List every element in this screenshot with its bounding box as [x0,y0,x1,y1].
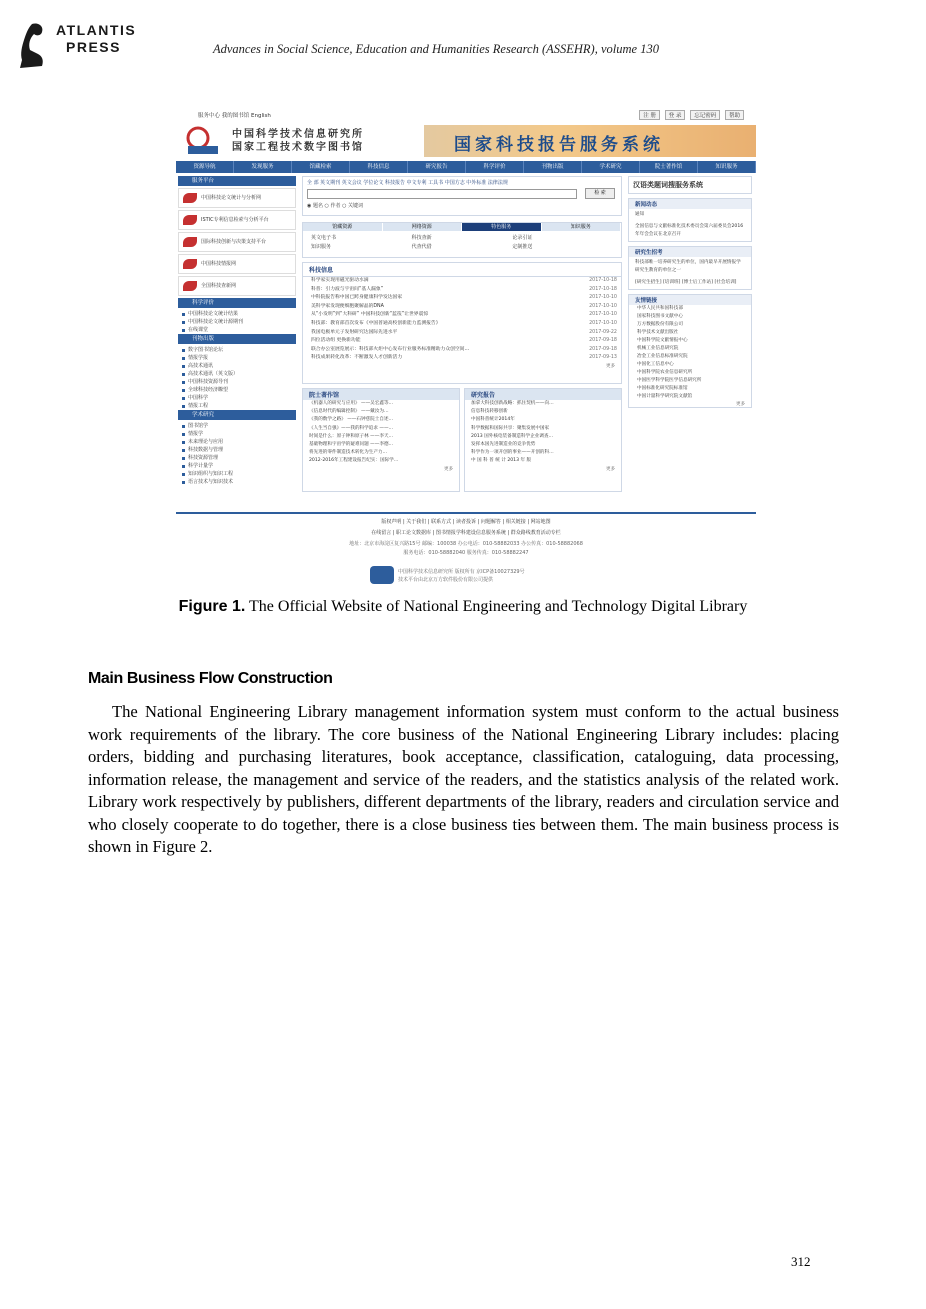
platform-link: 中国科技论文统计与分析网 [178,188,296,208]
nav-item: 科技信息 [350,161,408,173]
sidebar-heading: 服务平台 [178,176,296,186]
sidebar-item: 知识组织与知识工程 [178,470,296,478]
research-title: 研究报告 [465,389,621,400]
academic-row: 《人生当自强》——我的科学追求 ——… [309,425,394,431]
news-panel [302,262,622,384]
running-head: Advances in Social Science, Education and Humanities Research (ASSEHR), volume 130 [213,42,659,56]
sidebar-item: 语言技术与知识技术 [178,478,296,486]
research-row: 科学数据和国际共享：聚集发展中国家 [471,425,550,431]
notice-title: 新闻动态 [629,199,751,209]
sidebar-item: 中国科学 [178,394,296,402]
istic-logo-icon [184,126,220,156]
site-right-column [628,176,752,511]
academic-row: 《我的数学之路》 ——石钟慈院士自述… [309,417,394,423]
sidebar-item: 情报学报 [178,354,296,362]
sidebar-item: 中国科技资源导刊 [178,378,296,386]
news-row: 科普：引力波与宇宙间“基人漏象” 2017-10-18 [303,286,621,295]
notice-text: 全国信息与文献标准化技术委员会第六届委员会2016年年会会议在北京召开 [635,224,744,237]
site-banner [176,123,756,159]
footer-address: 地址：北京市海淀区复兴路15号 邮编：100038 办公电话：010-58882033 办公传真：010-58882068 [349,541,583,547]
research-row: 加拿大科技创新战略：抓住契机——向… [471,401,554,406]
recruit-link: [社会培训] [714,280,737,285]
academic-row: 《机器人的研究与应用》 ——吴宏鑫等… [309,401,394,406]
sidebar-item: 高技术通讯（英文版） [178,370,296,378]
news-row: 科技部：教育部首次发布《中国普通高校创新能力监测报告》 2017-10-10 [303,320,621,329]
friend-link: 中国医学科学院医学信息研究所 [637,378,702,383]
sidebar-item: 全球科技经济瞭望 [178,386,296,394]
academic-title: 院士著作馆 [303,389,459,400]
site-nav [176,161,756,173]
figure-caption [0,598,926,616]
academic-panel [302,388,460,492]
search-options: ◉ 题名 ○ 作者 ○ 关键词 [307,203,364,209]
nav-item: 刊物出版 [524,161,582,173]
sidebar-heading: 科学评价 [178,298,296,308]
two-column-panels [302,388,622,492]
page-number: 312 [791,1254,811,1269]
sidebar-item: 科学计量学 [178,462,296,470]
friend-link: 中国计量科学研究院文献馆 [637,394,693,399]
notice-label: 通知 [635,212,645,217]
forgot-password-link: 忘记密码 [690,110,720,120]
academic-row: 《信息时代的编辑控制》 ——戴汝为… [309,409,389,415]
friend-link: 科学技术文献出版社 [637,330,679,335]
service-tabs [302,222,622,258]
sidebar-item: 中国科技论文统计结果 [178,310,296,318]
help-link: 帮助 [725,110,744,120]
sidebar-item: 未来理论与应用 [178,438,296,446]
friend-link: 中国科学院农业信息研究所 [637,370,693,375]
research-row: 信息科技转移创新 [471,409,508,415]
section-heading: Main Business Flow Construction [88,670,333,687]
footer-copyright [398,568,525,584]
platform-link: 全国科技查新网 [178,276,296,296]
news-row: 科技成果转化改革：不断激发人才创新活力 2017-09-13 [303,354,621,363]
nav-item: 研究报告 [408,161,466,173]
site-main [302,176,622,511]
site-sidebar [178,176,296,511]
footer-links-secondary: 在线留言 | 职工论文数据库 | 图书情报学科建设信息服务系统 | 群众路线教育活动专栏 [371,530,561,536]
recruit-panel [628,246,752,290]
publisher-logo [18,20,143,70]
publisher-line2: PRESS [66,39,121,55]
site-topbar [172,108,758,122]
tab-item: 论录引证 [512,235,533,241]
sidebar-item: 科技资源管理 [178,454,296,462]
system-title: 国家科技报告服务系统 [454,135,664,155]
body-paragraph: The National Engineering Library management information system must conform to the actual business work requirements of the library. The core business of the National Engineering Library includes: placing orders, bidding and purchasing literatures, book acceptance, classification, cataloguing, data processing, information release, the management and service of the readers, and the statistics analysis of the related work. Library work respectively by publishers, different departments of the library, readers and circulation service and who closely cooperate to do together, there is a close business ties between them. The main business process is shown in Figure 2. [88,702,839,856]
recruit-title: 研究生招考 [629,247,751,257]
publisher-name [56,22,136,56]
system-title-banner [424,125,756,157]
news-row: 中科院报告称中国已跨身健康科学发达国家 2017-10-10 [303,294,621,303]
tab-item: 代查代借 [411,244,432,250]
nav-item: 资源导航 [176,161,234,173]
friend-links-panel [628,294,752,408]
login-link: 登 录 [665,110,686,120]
tab-item: 定制推送 [512,244,533,250]
thinker-statue-icon [18,20,54,70]
news-row: 从“小发明”到“大科研” 中国科技创新“蓝筏”让世界震惊 2017-10-10 [303,311,621,320]
search-panel [302,176,622,216]
right-banner-title: 汉语类题词搜服务系统 [633,181,703,189]
sidebar-item: 数字图书馆论坛 [178,346,296,354]
topbar-right [636,110,744,120]
copyright-line: 技术平台由北京万方软件股份有限公司提供 [398,577,494,583]
research-row: 2013 国外核电装备制造科学企业调查… [471,433,554,439]
sidebar-item: 中国科技论文统计源期刊 [178,318,296,326]
recruit-text: 科技部唯一培养研究生的单位，国内最早开展情报学研究生教育的单位之一 [635,260,741,273]
more-link: 更多 [444,466,453,472]
friend-link: 中国化工信息中心 [637,362,674,367]
news-row: 美科学家发现便细胞聚解晶的DNA 2017-10-10 [303,303,621,312]
figure-website-screenshot [172,108,758,596]
topbar-left: 服务中心 我的图书馆 English [198,113,271,119]
research-row: 发挥本国先进制造业的竞争优势 [471,442,536,448]
friend-link: 国家科技图书文献中心 [637,314,683,319]
research-panel [464,388,622,492]
nav-item: 知识服务 [698,161,756,173]
friend-link: 中国科学院文献情报中心 [637,338,688,343]
register-link: 注 册 [639,110,660,120]
platform-link: ISTIC专利信息检索与分析平台 [178,210,296,230]
research-row: 科学作为一项开创的事业——开创的科… [471,450,554,456]
notice-panel [628,198,752,242]
research-row: 中 国 科 普 统 计 2013 年 版 [471,458,532,464]
news-row: 联合办公室展览展示：科技部火炬中心发布行业服务标准精助力众创空间… 2017-09-18 [303,346,621,355]
nav-item: 科学评价 [466,161,524,173]
org-line2: 国家工程技术数字图书馆 [232,142,364,153]
more-link: 更多 [606,466,615,472]
friend-link: 中国标准化研究院标准馆 [637,386,688,391]
tab-item: 知识服务 [311,244,332,250]
tab: 馆藏资源 [303,223,383,231]
sidebar-item: 情报学 [178,430,296,438]
friend-link: 万方数据股份有限公司 [637,322,683,327]
tab: 网络资源 [383,223,463,231]
academic-row: 基础物理和宇宙学的疑难问题 ——李德… [309,442,394,448]
recruit-link: [培训班] [663,280,681,285]
nav-item: 学术研究 [582,161,640,173]
footer-links: 版权声明 | 关于我们 | 联系方式 | 读者投诉 | 问题解答 | 相关链接 | 网站地图 [381,519,551,525]
news-row: 四位活动组 更换新功能 2017-09-18 [303,337,621,346]
nav-item: 发现服务 [234,161,292,173]
news-title: 科技信息 [303,263,621,277]
friend-link: 中华人民共和国科技部 [637,306,683,311]
academic-row: 2012-2016年工程建设报告纪实：国际学… [309,458,399,464]
org-line1: 中国科学技术信息研究所 [232,129,364,140]
tab-item: 科技查新 [411,235,432,241]
more-link: 更多 [736,402,745,407]
tab-active: 特色服务 [462,223,542,231]
news-row: 我国电极单元子发射研究达国际先进水平 2017-09-22 [303,329,621,338]
news-row: 科学家实现用磁光驱动水滴 2017-10-18 [303,277,621,286]
friend-link: 机械工业信息研究院 [637,346,679,351]
sidebar-heading: 学术研究 [178,410,296,420]
tab: 知识服务 [542,223,622,231]
sidebar-item: 图书馆学 [178,422,296,430]
academic-row: 时间是什么：原子钟和原子林 ——李天… [309,433,394,439]
search-button: 检 索 [585,188,615,199]
sidebar-item: 在线课堂 [178,326,296,334]
recruit-link: [博士后工作站] [681,280,714,285]
nav-item: 院士著作馆 [640,161,698,173]
certification-badge-icon [370,566,394,584]
sidebar-item: 情报工程 [178,402,296,410]
right-banner [628,176,752,194]
recruit-link: [研究生招生] [635,280,662,285]
academic-row: 将先进的零件制造技术转化为生产力… [309,450,388,456]
platform-link: 国际科技创新与决策支持平台 [178,232,296,252]
search-input [307,189,577,199]
links-title: 友情链接 [629,295,751,305]
sidebar-item: 科技数据与管理 [178,446,296,454]
recruit-links [629,277,751,289]
footer-phone: 服务电话：010-58882040 服务传真：010-58882247 [403,550,529,556]
search-categories: 全 部 英文期刊 英文会议 学位论文 科技报告 中文专利 工具书 中国方志 中外标准 法律法规 [307,180,508,186]
sidebar-heading: 刊物出版 [178,334,296,344]
platform-link: 中国科技情报网 [178,254,296,274]
sidebar-item: 高技术通讯 [178,362,296,370]
more-link: 更多 [606,363,615,369]
organization-name [232,128,364,154]
research-row: 中国科普统计2014年 [471,417,515,423]
nav-item: 馆藏检索 [292,161,350,173]
figure-label: Figure 1. [178,598,246,615]
site-footer [176,512,756,596]
figure-caption-text: The Official Website of National Engineering and Technology Digital Library [245,598,748,615]
friend-link: 冶金工业信息标准研究院 [637,354,688,359]
copyright-line: 中国科学技术信息研究所 版权所有 京ICP备10027329号 [398,569,525,575]
tab-item: 英文电子书 [311,235,337,241]
publisher-line1: ATLANTIS [56,22,137,38]
